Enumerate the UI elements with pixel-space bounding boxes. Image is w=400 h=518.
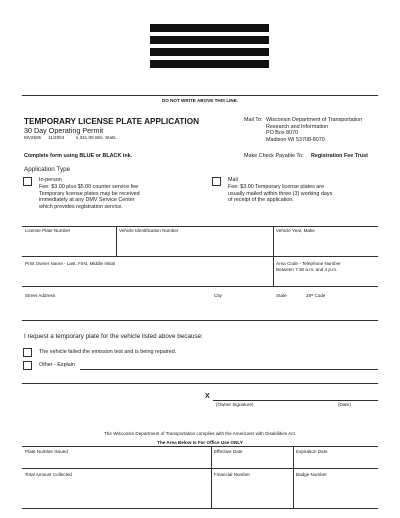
explain-line-2[interactable] bbox=[22, 383, 378, 384]
application-type-label: Application Type bbox=[24, 166, 71, 173]
badge-number-field[interactable]: Badge Number bbox=[296, 472, 327, 477]
emission-test-checkbox[interactable] bbox=[23, 348, 32, 357]
payable-label: Make Check Payable To: bbox=[244, 153, 304, 159]
owner-signature-field[interactable] bbox=[213, 400, 378, 401]
mail-to-label: Mail To: bbox=[244, 117, 263, 123]
date-label: (Date) bbox=[338, 402, 351, 407]
plate-issued-field[interactable]: Plate Number Issued bbox=[25, 449, 68, 454]
grid-line-top bbox=[22, 226, 378, 227]
total-amount-field[interactable]: Total Amount Collected bbox=[25, 472, 72, 477]
grid-line-3 bbox=[22, 286, 378, 287]
mail-checkbox[interactable] bbox=[212, 177, 221, 186]
payable-value: Registration Fee Trust bbox=[311, 153, 368, 159]
in-person-text: Fee: $3.00 plus $5.00 counter service fee Temporary license plates may be received immediately at any DMV Service Center which provides registration service. bbox=[39, 184, 140, 210]
grid-divider-2 bbox=[273, 226, 274, 256]
expiration-date-field[interactable]: Expiration Date bbox=[296, 449, 328, 454]
in-person-checkbox[interactable] bbox=[23, 177, 32, 186]
city-field[interactable]: City bbox=[214, 293, 222, 298]
other-explain-field[interactable] bbox=[80, 369, 378, 370]
office-divider-1 bbox=[211, 446, 212, 508]
in-person-title: In-person bbox=[39, 177, 62, 183]
grid-divider-3 bbox=[273, 256, 274, 286]
grid-divider-1 bbox=[116, 226, 117, 256]
area-code-phone-field[interactable]: Area Code - Telephone Number Between 7:30 a.m. and 4 p.m. bbox=[276, 261, 341, 272]
mail-title: Mail bbox=[228, 177, 238, 183]
ink-note: Complete form using BLUE or BLACK ink. bbox=[24, 153, 133, 159]
state-field[interactable]: State bbox=[276, 293, 287, 298]
vehicle-year-make-field[interactable]: Vehicle Year, Make bbox=[276, 228, 315, 233]
grid-line-2 bbox=[22, 256, 378, 257]
office-line-bottom bbox=[22, 508, 378, 509]
form-statute: s.341.09 Wis. Stats. bbox=[76, 135, 117, 140]
office-line-top bbox=[22, 446, 378, 447]
owner-signature-label: (Owner Signature) bbox=[216, 402, 254, 407]
financial-number-field[interactable]: Financial Number bbox=[214, 472, 250, 477]
signature-mark: X bbox=[205, 393, 210, 400]
mail-to-address: Wisconsin Department of Transportation Research and Information PO Box 8070 Madison WI 53708-8070 bbox=[266, 117, 363, 143]
form-title: TEMPORARY LICENSE PLATE APPLICATION bbox=[24, 117, 199, 126]
zip-field[interactable]: ZIP Code bbox=[306, 293, 326, 298]
emission-test-label: The vehicle failed the emission test and is being repaired. bbox=[39, 349, 177, 355]
effective-date-field[interactable]: Effective Date bbox=[214, 449, 243, 454]
do-not-write-notice: DO NOT WRITE ABOVE THIS LINE. bbox=[161, 98, 239, 103]
header-bar-3 bbox=[150, 48, 269, 56]
other-explain-checkbox[interactable] bbox=[23, 361, 32, 370]
street-address-field[interactable]: Street Address bbox=[25, 293, 56, 298]
request-prompt: I request a temporary plate for the vehicle listed above because: bbox=[24, 333, 203, 340]
vin-field[interactable]: Vehicle Identification Number bbox=[119, 228, 179, 233]
grid-line-4 bbox=[22, 320, 378, 321]
office-line-mid bbox=[22, 468, 378, 469]
do-not-write-line bbox=[22, 95, 378, 96]
form-subtitle: 30 Day Operating Permit bbox=[24, 126, 104, 135]
header-bar-2 bbox=[150, 36, 269, 44]
form-date: 11/2004 bbox=[48, 135, 65, 140]
license-plate-field[interactable]: License Plate Number bbox=[25, 228, 71, 233]
form-id: MV2505 bbox=[24, 135, 42, 140]
office-use-heading: The Area Below Is For Office Use ONLY bbox=[157, 440, 243, 445]
other-explain-label: Other - Explain bbox=[39, 362, 75, 368]
owner-name-field[interactable]: Print Owner Name - Last, First, Middle Initial bbox=[25, 261, 116, 266]
office-divider-2 bbox=[293, 446, 294, 508]
header-bar-1 bbox=[150, 24, 269, 32]
mail-text: Fee: $3.00 Temporary license plates are usually mailed within three (3) working days of receipt of the application. bbox=[228, 184, 333, 203]
ada-notice: The Wisconsin Department of Transportation complies with the Americans with Disabilities Act. bbox=[104, 431, 296, 436]
header-bar-4 bbox=[150, 60, 269, 68]
